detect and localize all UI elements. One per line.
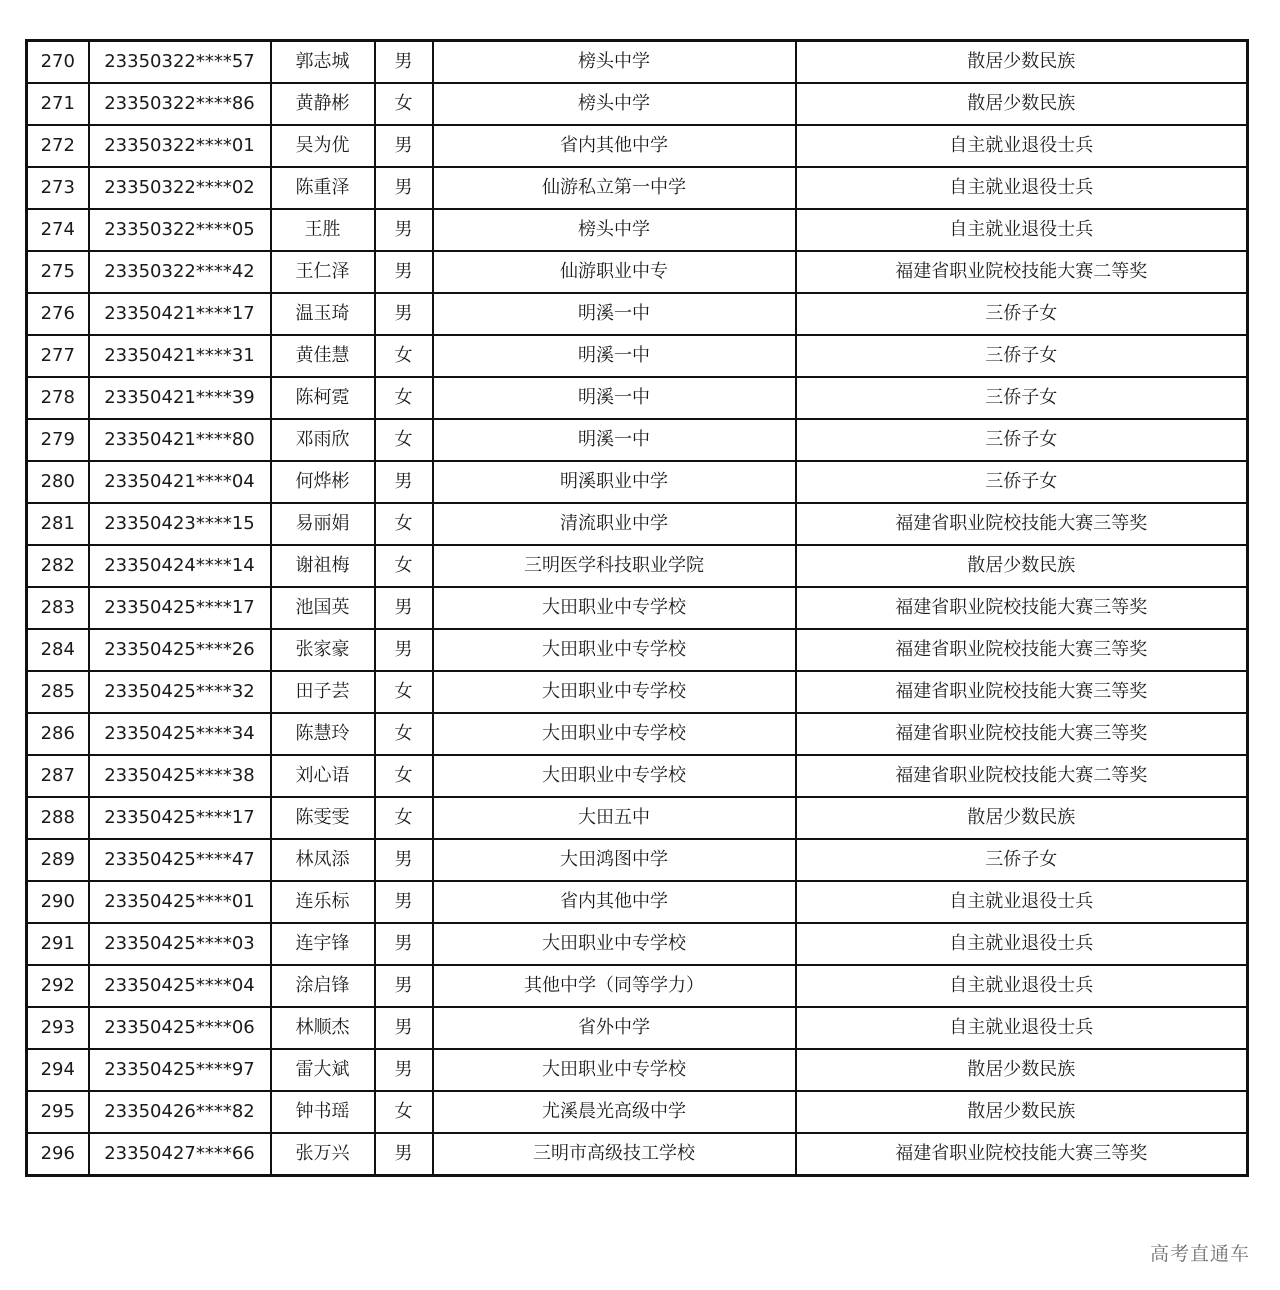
table-row: [27, 545, 1248, 587]
cell-category: 福建省职业院校技能大赛三等奖: [796, 629, 1248, 671]
cell-name: 雷大斌: [271, 1049, 375, 1091]
cell-category: 散居少数民族: [796, 41, 1248, 84]
cell-exam-id: 23350421****39: [89, 377, 271, 419]
cell-gender: 女: [375, 713, 433, 755]
cell-exam-id: 23350421****04: [89, 461, 271, 503]
cell-name: 黄静彬: [271, 83, 375, 125]
cell-school: 三明医学科技职业学院: [433, 545, 796, 587]
cell-gender: 女: [375, 419, 433, 461]
cell-gender: 女: [375, 83, 433, 125]
table-row: [27, 461, 1248, 503]
cell-category: 自主就业退役士兵: [796, 923, 1248, 965]
cell-seq: 290: [27, 881, 89, 923]
table-row: [27, 713, 1248, 755]
cell-exam-id: 23350421****31: [89, 335, 271, 377]
cell-name: 陈柯霓: [271, 377, 375, 419]
cell-school: 明溪职业中学: [433, 461, 796, 503]
cell-seq: 272: [27, 125, 89, 167]
cell-seq: 292: [27, 965, 89, 1007]
cell-seq: 286: [27, 713, 89, 755]
table-row: [27, 251, 1248, 293]
cell-name: 钟书瑶: [271, 1091, 375, 1133]
cell-gender: 女: [375, 1091, 433, 1133]
table-row: [27, 1049, 1248, 1091]
cell-exam-id: 23350427****66: [89, 1133, 271, 1176]
cell-category: 三侨子女: [796, 461, 1248, 503]
cell-school: 省内其他中学: [433, 125, 796, 167]
table-row: [27, 755, 1248, 797]
cell-name: 陈重泽: [271, 167, 375, 209]
cell-category: 福建省职业院校技能大赛三等奖: [796, 503, 1248, 545]
cell-exam-id: 23350421****17: [89, 293, 271, 335]
cell-name: 张家豪: [271, 629, 375, 671]
cell-seq: 289: [27, 839, 89, 881]
cell-name: 黄佳慧: [271, 335, 375, 377]
cell-category: 福建省职业院校技能大赛三等奖: [796, 587, 1248, 629]
cell-exam-id: 23350423****15: [89, 503, 271, 545]
cell-school: 大田职业中专学校: [433, 923, 796, 965]
roster-table: [25, 39, 1249, 1177]
cell-seq: 277: [27, 335, 89, 377]
table-row: [27, 839, 1248, 881]
cell-seq: 281: [27, 503, 89, 545]
table-row: [27, 1007, 1248, 1049]
cell-school: 大田职业中专学校: [433, 1049, 796, 1091]
cell-category: 散居少数民族: [796, 1091, 1248, 1133]
cell-category: 散居少数民族: [796, 1049, 1248, 1091]
cell-exam-id: 23350322****86: [89, 83, 271, 125]
table-row: [27, 335, 1248, 377]
cell-exam-id: 23350424****14: [89, 545, 271, 587]
cell-exam-id: 23350425****01: [89, 881, 271, 923]
cell-name: 陈雯雯: [271, 797, 375, 839]
cell-category: 自主就业退役士兵: [796, 881, 1248, 923]
watermark-text: 高考直通车: [1149, 1243, 1250, 1265]
cell-name: 邓雨欣: [271, 419, 375, 461]
cell-school: 尤溪晨光高级中学: [433, 1091, 796, 1133]
cell-seq: 285: [27, 671, 89, 713]
cell-gender: 女: [375, 503, 433, 545]
cell-name: 陈慧玲: [271, 713, 375, 755]
cell-name: 刘心语: [271, 755, 375, 797]
cell-seq: 270: [27, 41, 89, 84]
cell-name: 张万兴: [271, 1133, 375, 1176]
cell-exam-id: 23350322****01: [89, 125, 271, 167]
cell-exam-id: 23350425****03: [89, 923, 271, 965]
cell-gender: 男: [375, 209, 433, 251]
cell-name: 王胜: [271, 209, 375, 251]
roster-sheet: [25, 39, 1246, 1177]
cell-exam-id: 23350322****02: [89, 167, 271, 209]
cell-seq: 279: [27, 419, 89, 461]
cell-seq: 282: [27, 545, 89, 587]
table-row: [27, 377, 1248, 419]
cell-gender: 女: [375, 755, 433, 797]
table-row: [27, 1133, 1248, 1176]
cell-seq: 287: [27, 755, 89, 797]
cell-category: 三侨子女: [796, 377, 1248, 419]
cell-gender: 男: [375, 1133, 433, 1176]
cell-exam-id: 23350322****05: [89, 209, 271, 251]
cell-category: 自主就业退役士兵: [796, 965, 1248, 1007]
cell-category: 福建省职业院校技能大赛二等奖: [796, 755, 1248, 797]
table-row: [27, 209, 1248, 251]
cell-seq: 295: [27, 1091, 89, 1133]
table-row: [27, 41, 1248, 84]
cell-exam-id: 23350426****82: [89, 1091, 271, 1133]
cell-school: 明溪一中: [433, 335, 796, 377]
table-row: [27, 167, 1248, 209]
cell-school: 其他中学（同等学力）: [433, 965, 796, 1007]
cell-category: 自主就业退役士兵: [796, 1007, 1248, 1049]
cell-exam-id: 23350425****04: [89, 965, 271, 1007]
cell-gender: 女: [375, 335, 433, 377]
cell-exam-id: 23350425****17: [89, 797, 271, 839]
cell-name: 林顺杰: [271, 1007, 375, 1049]
cell-gender: 男: [375, 881, 433, 923]
cell-name: 易丽娟: [271, 503, 375, 545]
cell-gender: 男: [375, 167, 433, 209]
cell-category: 自主就业退役士兵: [796, 125, 1248, 167]
cell-name: 涂启锋: [271, 965, 375, 1007]
cell-category: 自主就业退役士兵: [796, 167, 1248, 209]
cell-school: 榜头中学: [433, 209, 796, 251]
cell-category: 福建省职业院校技能大赛三等奖: [796, 1133, 1248, 1176]
cell-school: 大田鸿图中学: [433, 839, 796, 881]
cell-gender: 女: [375, 545, 433, 587]
cell-gender: 女: [375, 797, 433, 839]
cell-seq: 291: [27, 923, 89, 965]
roster-table-body: [27, 41, 1248, 1176]
cell-name: 池国英: [271, 587, 375, 629]
cell-name: 连乐标: [271, 881, 375, 923]
cell-seq: 276: [27, 293, 89, 335]
cell-gender: 男: [375, 125, 433, 167]
table-row: [27, 125, 1248, 167]
cell-gender: 男: [375, 293, 433, 335]
cell-exam-id: 23350425****06: [89, 1007, 271, 1049]
table-row: [27, 629, 1248, 671]
cell-gender: 男: [375, 1007, 433, 1049]
cell-school: 清流职业中学: [433, 503, 796, 545]
cell-category: 福建省职业院校技能大赛二等奖: [796, 251, 1248, 293]
cell-category: 福建省职业院校技能大赛三等奖: [796, 671, 1248, 713]
cell-seq: 293: [27, 1007, 89, 1049]
cell-school: 大田职业中专学校: [433, 713, 796, 755]
cell-gender: 男: [375, 839, 433, 881]
cell-gender: 男: [375, 461, 433, 503]
cell-gender: 男: [375, 41, 433, 84]
cell-category: 三侨子女: [796, 335, 1248, 377]
cell-seq: 294: [27, 1049, 89, 1091]
cell-category: 三侨子女: [796, 293, 1248, 335]
cell-seq: 271: [27, 83, 89, 125]
cell-gender: 男: [375, 1049, 433, 1091]
cell-seq: 283: [27, 587, 89, 629]
cell-category: 三侨子女: [796, 419, 1248, 461]
cell-school: 明溪一中: [433, 293, 796, 335]
cell-category: 散居少数民族: [796, 83, 1248, 125]
cell-seq: 280: [27, 461, 89, 503]
cell-school: 榜头中学: [433, 83, 796, 125]
cell-exam-id: 23350425****17: [89, 587, 271, 629]
cell-seq: 296: [27, 1133, 89, 1176]
table-row: [27, 671, 1248, 713]
cell-school: 大田五中: [433, 797, 796, 839]
cell-school: 榜头中学: [433, 41, 796, 84]
cell-seq: 275: [27, 251, 89, 293]
cell-school: 大田职业中专学校: [433, 671, 796, 713]
cell-category: 自主就业退役士兵: [796, 209, 1248, 251]
cell-exam-id: 23350425****26: [89, 629, 271, 671]
cell-name: 温玉琦: [271, 293, 375, 335]
cell-school: 明溪一中: [433, 377, 796, 419]
cell-exam-id: 23350322****57: [89, 41, 271, 84]
cell-exam-id: 23350322****42: [89, 251, 271, 293]
table-row: [27, 1091, 1248, 1133]
table-row: [27, 881, 1248, 923]
cell-gender: 男: [375, 923, 433, 965]
cell-exam-id: 23350425****32: [89, 671, 271, 713]
cell-category: 三侨子女: [796, 839, 1248, 881]
table-row: [27, 797, 1248, 839]
cell-school: 三明市高级技工学校: [433, 1133, 796, 1176]
cell-seq: 284: [27, 629, 89, 671]
cell-seq: 274: [27, 209, 89, 251]
table-row: [27, 503, 1248, 545]
cell-gender: 女: [375, 377, 433, 419]
cell-exam-id: 23350425****97: [89, 1049, 271, 1091]
cell-exam-id: 23350425****47: [89, 839, 271, 881]
cell-school: 省外中学: [433, 1007, 796, 1049]
cell-gender: 男: [375, 587, 433, 629]
cell-school: 大田职业中专学校: [433, 755, 796, 797]
cell-name: 吴为优: [271, 125, 375, 167]
cell-seq: 288: [27, 797, 89, 839]
cell-gender: 男: [375, 965, 433, 1007]
cell-gender: 男: [375, 629, 433, 671]
cell-exam-id: 23350421****80: [89, 419, 271, 461]
cell-category: 散居少数民族: [796, 545, 1248, 587]
cell-school: 仙游私立第一中学: [433, 167, 796, 209]
cell-gender: 男: [375, 251, 433, 293]
table-row: [27, 965, 1248, 1007]
cell-name: 郭志城: [271, 41, 375, 84]
cell-exam-id: 23350425****38: [89, 755, 271, 797]
cell-school: 省内其他中学: [433, 881, 796, 923]
cell-exam-id: 23350425****34: [89, 713, 271, 755]
cell-name: 林凤添: [271, 839, 375, 881]
cell-category: 福建省职业院校技能大赛三等奖: [796, 713, 1248, 755]
cell-name: 王仁泽: [271, 251, 375, 293]
table-row: [27, 293, 1248, 335]
cell-name: 连宇锋: [271, 923, 375, 965]
table-row: [27, 83, 1248, 125]
cell-seq: 273: [27, 167, 89, 209]
table-row: [27, 587, 1248, 629]
table-row: [27, 923, 1248, 965]
cell-name: 田子芸: [271, 671, 375, 713]
cell-category: 散居少数民族: [796, 797, 1248, 839]
table-row: [27, 419, 1248, 461]
cell-school: 明溪一中: [433, 419, 796, 461]
cell-gender: 女: [375, 671, 433, 713]
cell-seq: 278: [27, 377, 89, 419]
cell-school: 大田职业中专学校: [433, 587, 796, 629]
cell-school: 大田职业中专学校: [433, 629, 796, 671]
cell-school: 仙游职业中专: [433, 251, 796, 293]
cell-name: 何烨彬: [271, 461, 375, 503]
cell-name: 谢祖梅: [271, 545, 375, 587]
